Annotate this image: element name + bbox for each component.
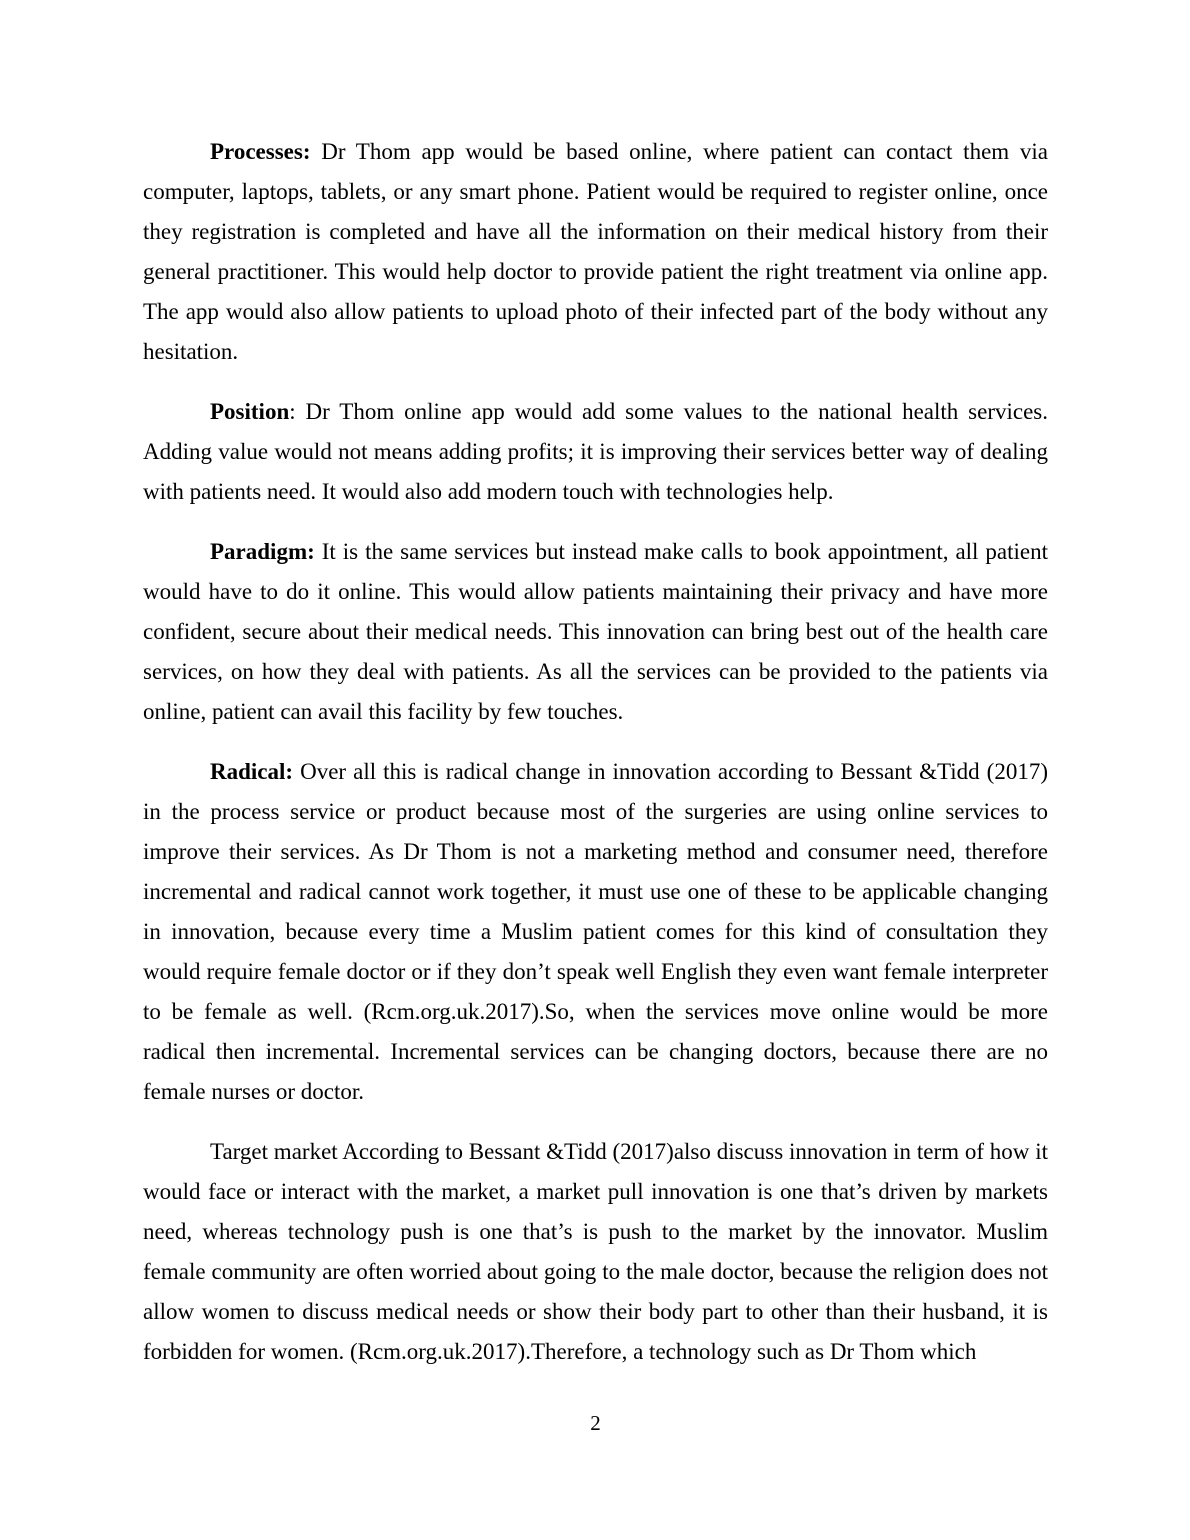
paragraph	[143, 752, 1048, 1112]
paragraph-text: Target market According to Bessant &Tidd (2017)also discuss innovation in term of how it would face or interact with the market, a market pull innovation is one that’s driven by markets need, whereas technology push is one that’s is push to the market by the innovator. Muslim female community are often worried about going to the male doctor, because the religion does not allow women to discuss medical needs or show their body part to other than their husband, it is forbidden for women. (Rcm.org.uk.2017).Therefore, a technology such as Dr Thom which	[143, 1139, 1048, 1364]
paragraph-lead: Processes:	[210, 139, 311, 164]
paragraph-lead: Paradigm:	[210, 539, 315, 564]
paragraph-lead: Radical:	[210, 759, 294, 784]
paragraph-text: : Dr Thom online app would add some values to the national health services. Adding value would not means adding profits; it is improving their services better way of dealing with patients need. It would also add modern touch with technologies help.	[143, 399, 1048, 504]
paragraph-text: It is the same services but instead make calls to book appointment, all patient would have to do it online. This would allow patients maintaining their privacy and have more confident, secure about their medical needs. This innovation can bring best out of the health care services, on how they deal with patients. As all the services can be provided to the patients via online, patient can avail this facility by few touches.	[143, 539, 1048, 724]
paragraph	[143, 392, 1048, 512]
page-number: 2	[590, 1411, 601, 1435]
paragraph-text: Over all this is radical change in innovation according to Bessant &Tidd (2017) in the process service or product because most of the surgeries are using online services to improve their services. As Dr Thom is not a marketing method and consumer need, therefore incremental and radical cannot work together, it must use one of these to be applicable changing in innovation, because every time a Muslim patient comes for this kind of consultation they would require female doctor or if they don’t speak well English they even want female interpreter to be female as well. (Rcm.org.uk.2017).So, when the services move online would be more radical then incremental. Incremental services can be changing doctors, because there are no female nurses or doctor.	[143, 759, 1048, 1104]
paragraph	[143, 532, 1048, 732]
paragraph-lead: Position	[210, 399, 290, 424]
paragraph-text: Dr Thom app would be based online, where patient can contact them via computer, laptops, tablets, or any smart phone. Patient would be required to register online, once they registration is completed and have all the information on their medical history from their general practitioner. This would help doctor to provide patient the right treatment via online app. The app would also allow patients to upload photo of their infected part of the body without any hesitation.	[143, 139, 1048, 364]
paragraph	[143, 1132, 1048, 1372]
paragraph	[143, 132, 1048, 372]
